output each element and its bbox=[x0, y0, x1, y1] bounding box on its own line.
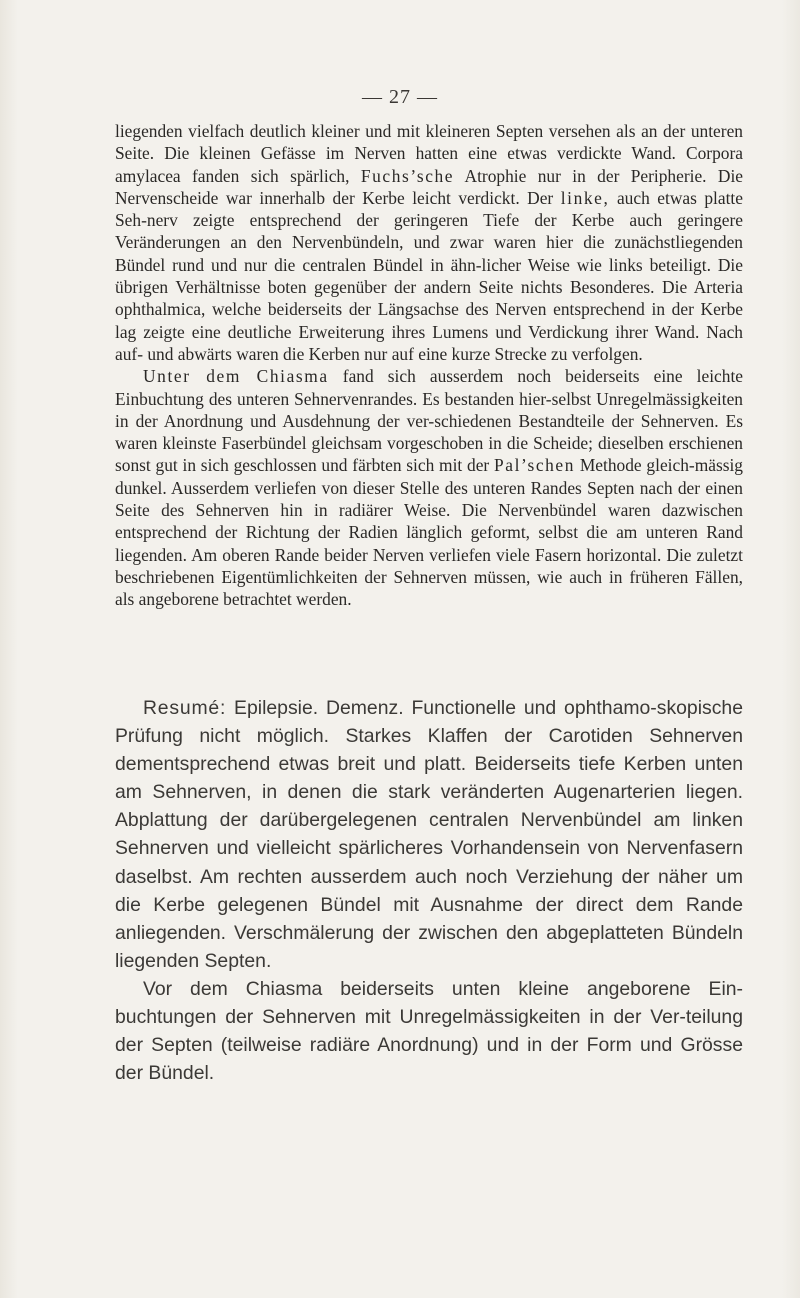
spaced-word-linke: linke, bbox=[560, 187, 610, 208]
findings-text bbox=[115, 120, 743, 611]
resume-heading: Resumé: bbox=[143, 697, 227, 719]
paragraph-right-nerve bbox=[115, 120, 743, 365]
paragraph-resume-chiasma bbox=[115, 975, 743, 1087]
spaced-name-pal: Pal’schen bbox=[494, 455, 576, 476]
page-number: — 27 — bbox=[362, 86, 438, 108]
text-run: auch etwas platte Seh-nerv zeigte entsprechend der geringeren Tiefe der Kerbe auch geringere Veränderungen an den Nervenbündeln, und zwar waren hier die zunächstliegenden Bündel rund und nur die centralen Bündel in ähn-licher Weise wie links beteiligt. Die übrigen Verhältnisse boten gegenüber der andern Seite nichts Besonderes. Die Arteria ophthalmica, welche beiderseits der Längsachse des Nerven entsprechend in der Kerbe lag zeigte eine deutliche Erweiterung ihres Lumens und Verdickung ihrer Wand. Nach auf- und abwärts waren die Kerben nur auf eine kurze Strecke zu verfolgen. bbox=[115, 187, 743, 364]
text-run: Methode gleich-mässig dunkel. Ausserdem verliefen von dieser Stelle des unteren Randes Septen nach der einen Seite des Sehnerven hin in radiärer Weise. Die Nervenbündel waren dazwischen entsprechend der Richtung der Radien länglich geformt, selbst die am unteren Rand liegenden. Am oberen Rande beider Nerven verliefen viele Fasern horizontal. Die zuletzt beschriebenen Eigentümlichkeiten der Sehnerven müssen, wie auch in früheren Fällen, als angeborene betrachtet werden. bbox=[115, 455, 744, 610]
paragraph-resume bbox=[115, 694, 743, 975]
resume-text bbox=[115, 694, 743, 1087]
text-run: Atrophie nur in der Peripherie. Die Nervenscheide war innerhalb der Kerbe leicht verdickt. Der bbox=[115, 165, 744, 208]
text-run: Vor dem Chiasma beiderseits unten kleine angeborene Ein-buchtungen der Sehnerven mit Unregelmässigkeiten in der Ver-teilung der Septen (teilweise radiäre Anordnung) und in der Form und Grösse der Bündel. bbox=[115, 977, 743, 1085]
text-run: fand sich ausserdem noch beiderseits eine leichte Einbuchtung des unteren Sehnervenrandes. Es bestanden hier-selbst Unregelmässigkeiten in der Anordnung und Ausdehnung der ver-schiedenen Bestandteile der Sehnerven. Es waren kleinste Faserbündel gleichsam vorgeschoben in die Scheide; dieselben erschienen sonst gut in sich geschlossen und färbten sich mit der bbox=[115, 366, 743, 476]
text-run: Epilepsie. Demenz. Functionelle und ophthamo-skopische Prüfung nicht möglich. Starkes Klaffen der Carotiden Sehnerven dementsprechend etwas breit und platt. Beiderseits tiefe Kerben unten am Sehnerven, in denen die stark veränderten Augenarterien liegen. Abplattung der darübergelegenen centralen Nervenbündel am linken Sehnerven und vielleicht spärlicheres Vorhandensein von Nervenfasern daselbst. Am rechten ausserdem auch noch Verziehung der näher um die Kerbe gelegenen Bündel mit Ausnahme der direct dem Rande anliegenden. Verschmälerung der zwischen den abgeplatteten Bündeln liegenden Septen. bbox=[115, 697, 743, 972]
paragraph-chiasma bbox=[115, 365, 743, 610]
spaced-heading-chiasma: Unter dem Chiasma bbox=[143, 366, 329, 387]
spaced-name-fuchs: Fuchs’sche bbox=[360, 165, 455, 186]
text-run: liegenden vielfach deutlich kleiner und mit kleineren Septen versehen als an der unteren Seite. Die kleinen Gefässe im Nerven hatten eine etwas verdickte Wand. Corpora amylacea fanden sich spärlich, bbox=[115, 121, 743, 186]
